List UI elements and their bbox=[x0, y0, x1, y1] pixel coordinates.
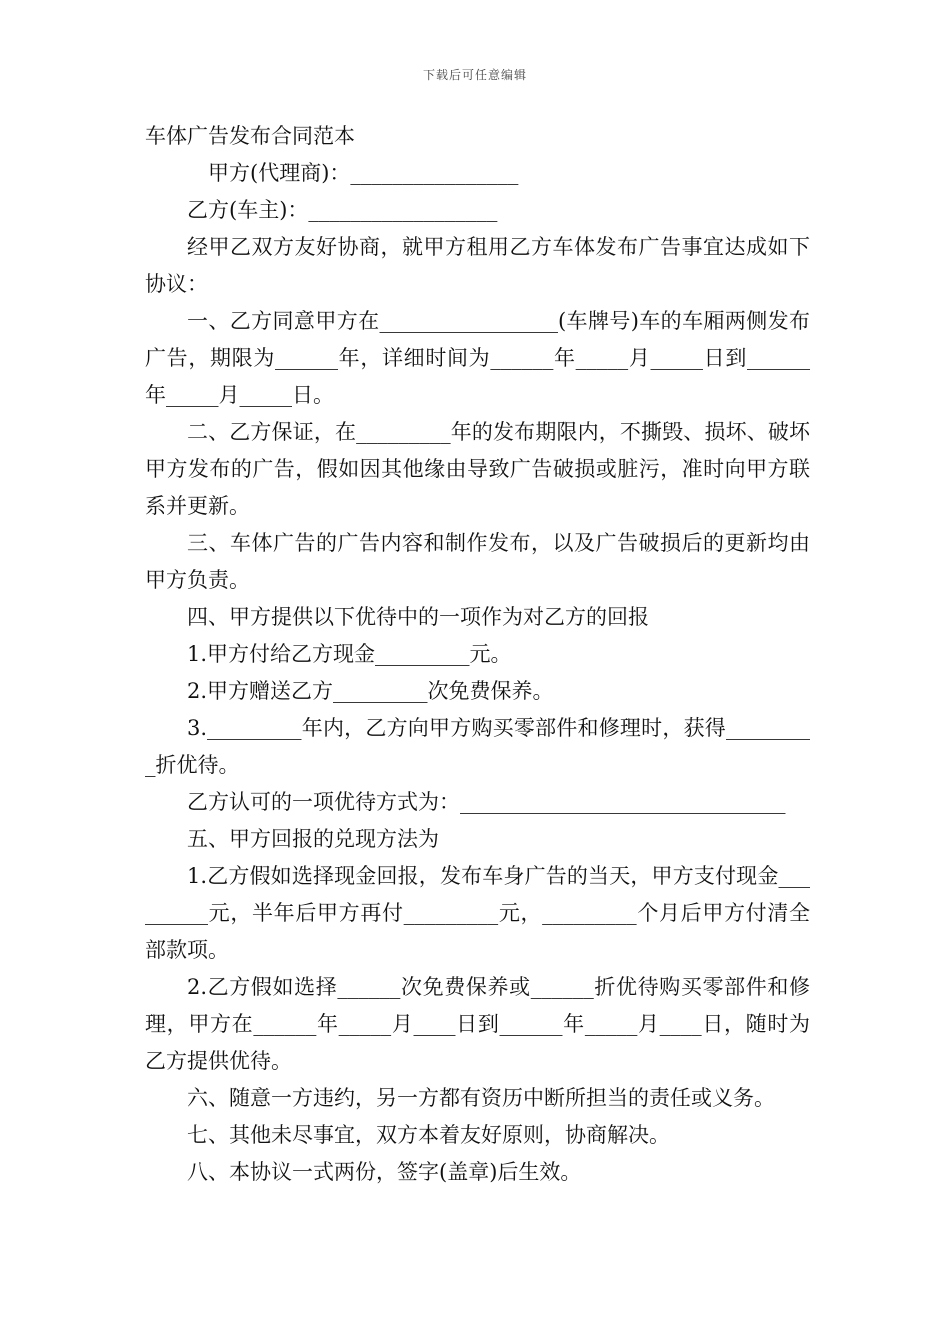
clause-4-option-1: 1.甲方付给乙方现金_________元。 bbox=[187, 642, 512, 666]
party-a-line: 甲方(代理商)：________________ bbox=[208, 161, 519, 185]
clause-4-option-2: 2.甲方赠送乙方_________次免费保养。 bbox=[187, 679, 554, 703]
clause-5-method-1: 1.乙方假如选择现金回报，发布车身广告的当天，甲方支付现金_________元，半年后甲方再付_________元，_________个月后甲方付清全部款项。 bbox=[145, 864, 810, 962]
clause-7: 七、其他未尽事宜，双方本着友好原则，协商解决。 bbox=[187, 1123, 670, 1147]
document-title: 车体广告发布合同范本 bbox=[145, 124, 355, 148]
clause-6: 六、随意一方违约，另一方都有资历中断所担当的责任或义务。 bbox=[187, 1086, 775, 1110]
clause-5: 五、甲方回报的兑现方法为 bbox=[187, 827, 439, 851]
clause-4-option-3: 3._________年内，乙方向甲方购买零部件和修理时，获得_________折优待。 bbox=[145, 716, 810, 777]
clause-2: 二、乙方保证，在_________年的发布期限内，不撕毁、损坏、破坏甲方发布的广告，假如因其他缘由导致广告破损或脏污，准时向甲方联系并更新。 bbox=[145, 420, 810, 518]
preamble-paragraph: 经甲乙双方友好协商，就甲方租用乙方车体发布广告事宜达成如下协议： bbox=[145, 235, 810, 296]
clause-4: 四、甲方提供以下优待中的一项作为对乙方的回报 bbox=[187, 605, 649, 629]
document-body bbox=[145, 118, 810, 1191]
clause-5-method-2: 2.乙方假如选择______次免费保养或______折优待购买零部件和修理，甲方在______年_____月____日到______年_____月____日，随时为乙方提供优待。 bbox=[145, 975, 810, 1073]
clause-8: 八、本协议一式两份，签字(盖章)后生效。 bbox=[187, 1160, 582, 1184]
selected-option-line: 乙方认可的一项优待方式为：_______________________________ bbox=[187, 790, 786, 814]
page-header: 下载后可任意编辑 bbox=[422, 68, 527, 82]
party-b-line: 乙方(车主)：__________________ bbox=[187, 198, 498, 222]
clause-1: 一、乙方同意甲方在_________________(车牌号)车的车厢两侧发布广告，期限为______年，详细时间为______年_____月_____日到______年_____月_____日。 bbox=[145, 309, 810, 407]
clause-3: 三、车体广告的广告内容和制作发布，以及广告破损后的更新均由甲方负责。 bbox=[145, 531, 810, 592]
